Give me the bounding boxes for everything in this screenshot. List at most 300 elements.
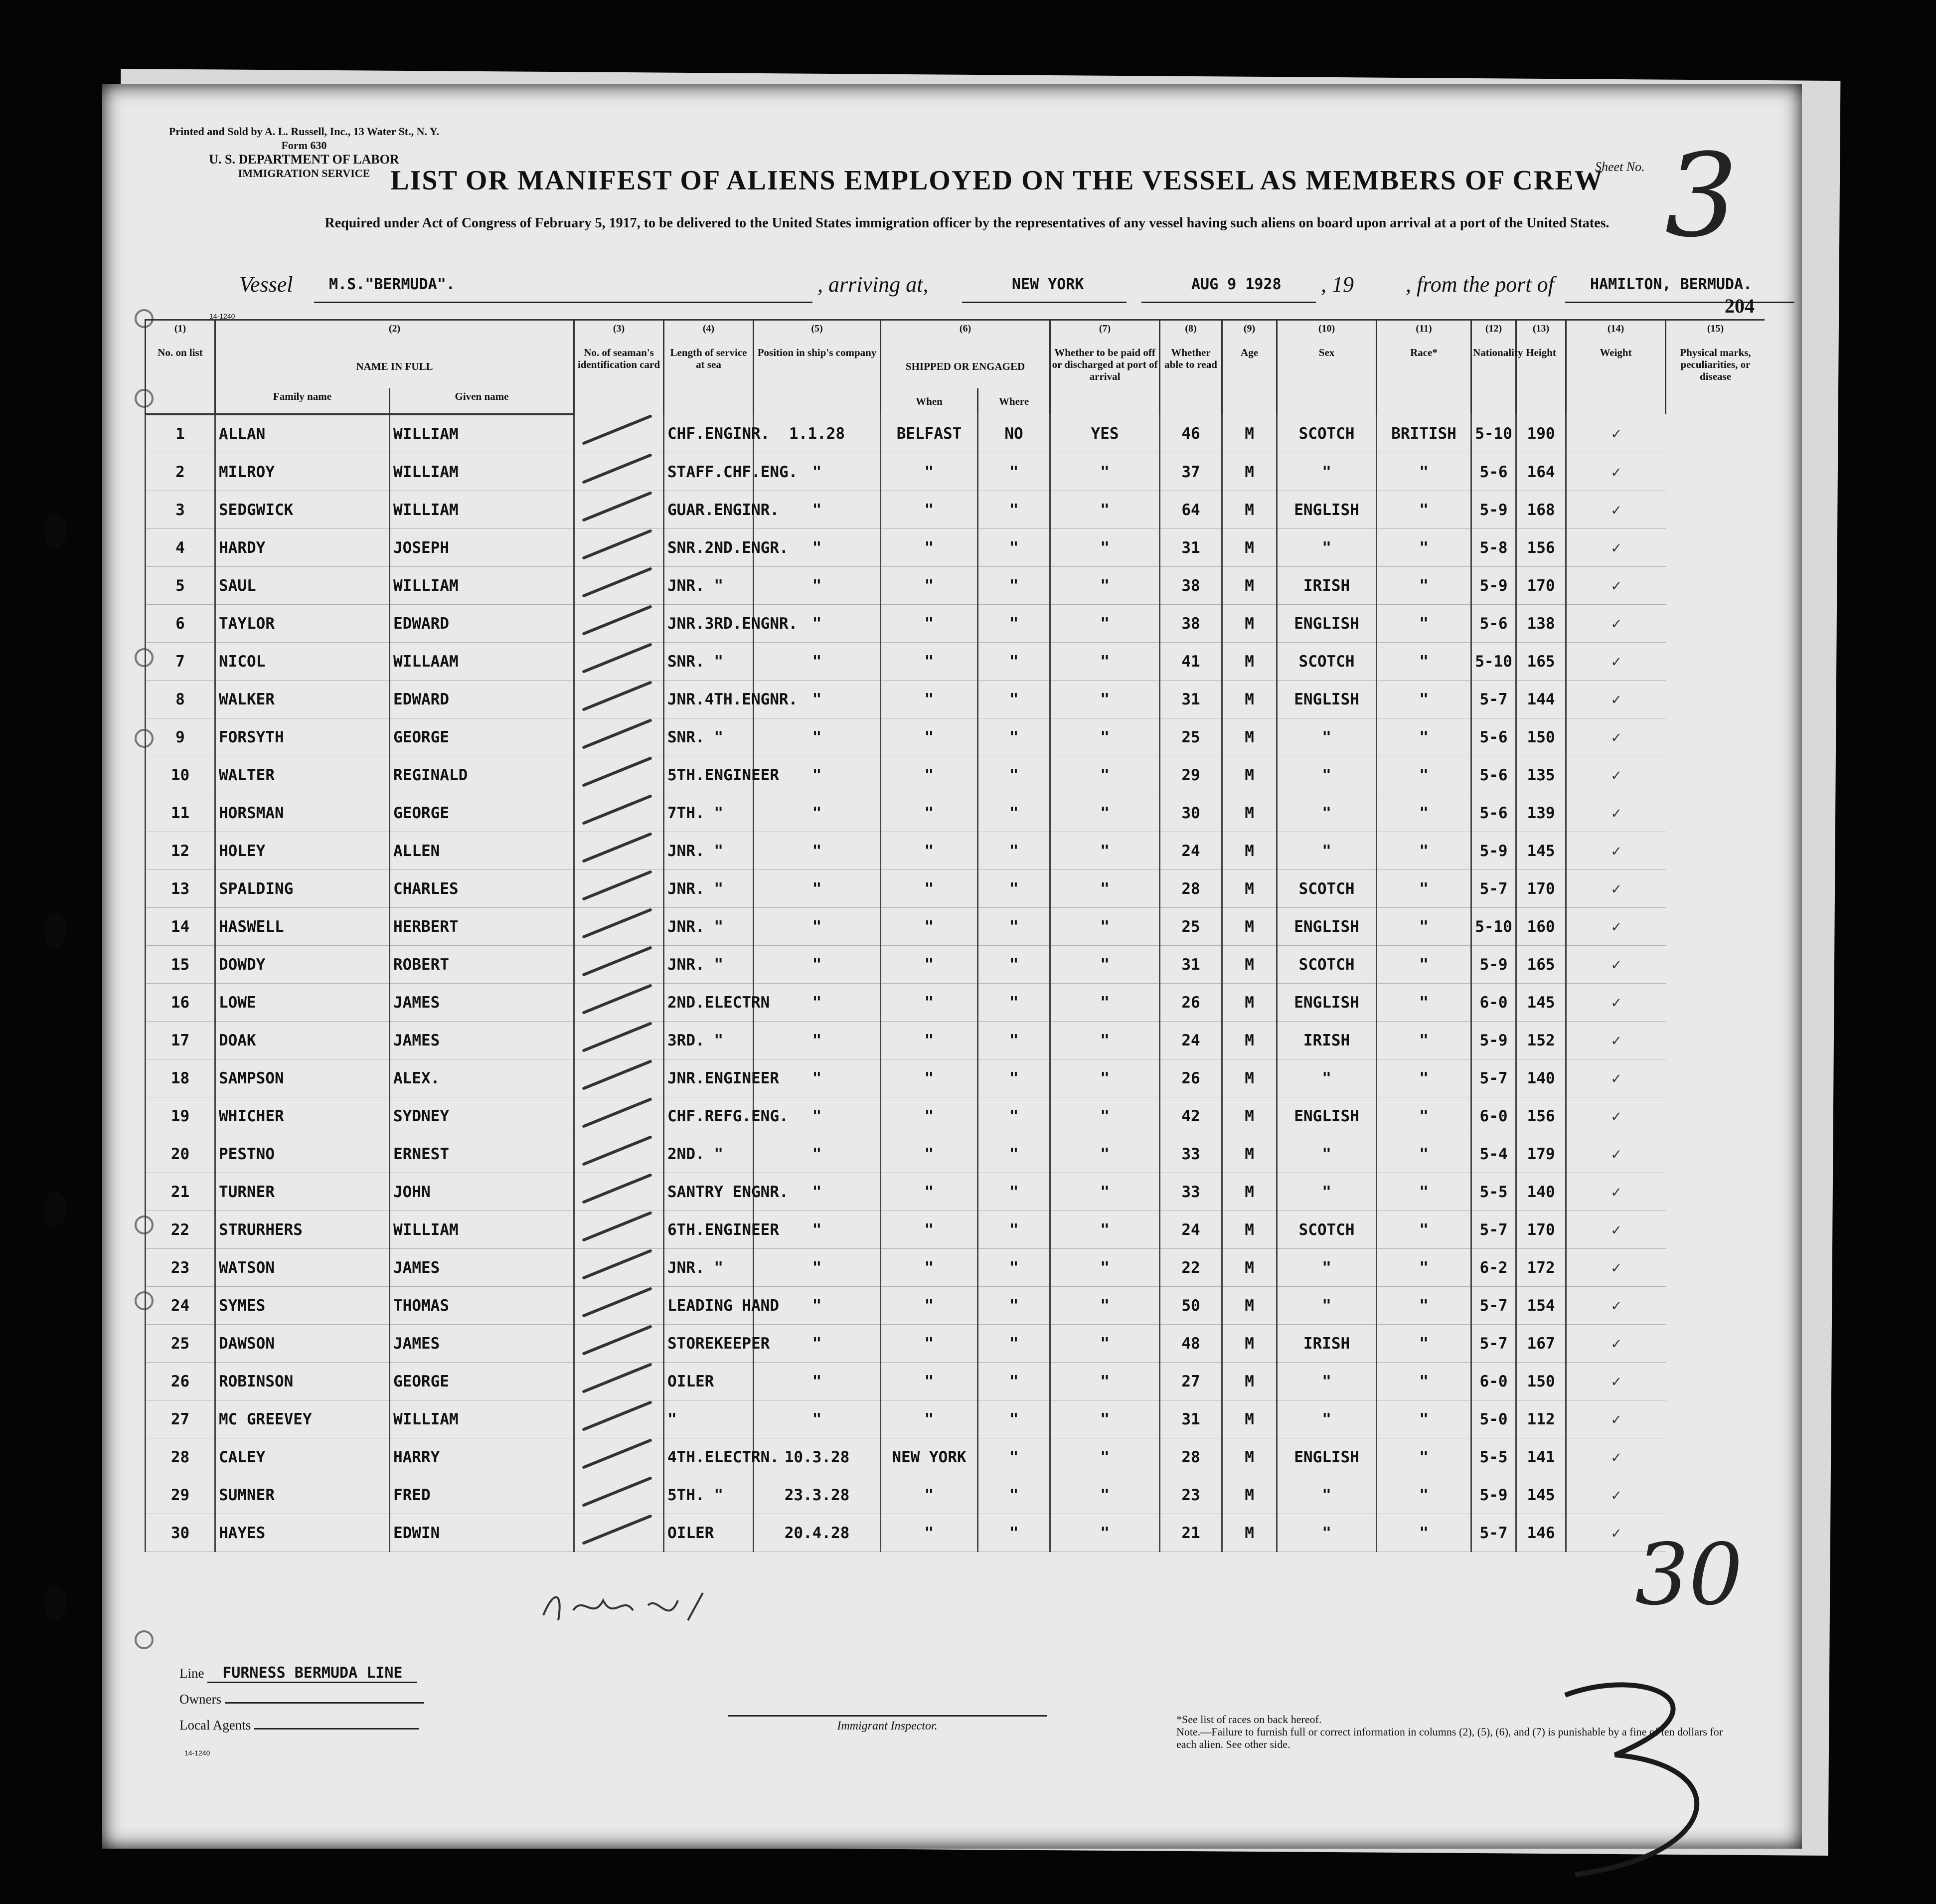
weight: 140 bbox=[1516, 1059, 1566, 1097]
shipped-when: " bbox=[754, 1135, 881, 1173]
given-name: ALLEN bbox=[390, 832, 574, 870]
weight: 135 bbox=[1516, 756, 1566, 794]
table-row bbox=[146, 832, 1765, 870]
check-stroke bbox=[582, 567, 652, 598]
position: JNR. " bbox=[664, 908, 754, 946]
position: GUAR.ENGINR. bbox=[664, 491, 754, 529]
shipped-where: " bbox=[881, 908, 978, 946]
age: 28 bbox=[1160, 870, 1222, 908]
sex: M bbox=[1222, 794, 1277, 832]
family-name: MILROY bbox=[215, 453, 390, 491]
page-subtitle: Required under Act of Congress of February 5, 1917, to be delivered to the United States immigration officer by the representatives of any vessel having such aliens on board upon arrival at a port of the United States. bbox=[324, 215, 1610, 231]
given-name: WILLIAM bbox=[390, 567, 574, 605]
shipped-when: " bbox=[754, 908, 881, 946]
family-name: WALKER bbox=[215, 681, 390, 718]
family-name: HARDY bbox=[215, 529, 390, 567]
check-stroke bbox=[582, 1211, 652, 1242]
age: 31 bbox=[1160, 1400, 1222, 1438]
weight: 145 bbox=[1516, 1476, 1566, 1514]
seaman-card bbox=[574, 832, 664, 870]
col-num-4: (4) bbox=[664, 320, 754, 345]
col-num-8: (8) bbox=[1160, 320, 1222, 345]
race: " bbox=[1277, 1400, 1377, 1438]
age: 24 bbox=[1160, 1211, 1222, 1249]
shipped-where: " bbox=[881, 718, 978, 756]
position: JNR.3RD.ENGNR. bbox=[664, 605, 754, 643]
crew-no: 10 bbox=[146, 756, 215, 794]
shipped-when: " bbox=[754, 794, 881, 832]
age: 29 bbox=[1160, 756, 1222, 794]
position: 3RD. " bbox=[664, 1022, 754, 1059]
weight: 152 bbox=[1516, 1022, 1566, 1059]
seaman-card bbox=[574, 1022, 664, 1059]
races-note: *See list of races on back hereof. bbox=[1176, 1713, 1322, 1726]
able-read: " bbox=[1050, 1022, 1160, 1059]
given-name: CHARLES bbox=[390, 870, 574, 908]
crew-no: 4 bbox=[146, 529, 215, 567]
position: CHF.ENGINR. bbox=[664, 414, 754, 453]
header-no-on-list: No. on list bbox=[146, 345, 215, 404]
paid-off: " bbox=[978, 1325, 1050, 1363]
form-number: Form 630 bbox=[281, 139, 327, 152]
check-stroke bbox=[582, 1249, 652, 1280]
given-name: WILLIAM bbox=[390, 1211, 574, 1249]
weight: 138 bbox=[1516, 605, 1566, 643]
weight: 170 bbox=[1516, 567, 1566, 605]
given-name: ALEX. bbox=[390, 1059, 574, 1097]
sheet-label: Sheet No. bbox=[1595, 160, 1645, 174]
seaman-card bbox=[574, 756, 664, 794]
race: ENGLISH bbox=[1277, 984, 1377, 1022]
given-name: GEORGE bbox=[390, 718, 574, 756]
given-name: THOMAS bbox=[390, 1287, 574, 1325]
crew-no: 23 bbox=[146, 1249, 215, 1287]
position: " bbox=[664, 1400, 754, 1438]
family-name: FORSYTH bbox=[215, 718, 390, 756]
table-row bbox=[146, 491, 1765, 529]
race: " bbox=[1277, 832, 1377, 870]
shipped-where: " bbox=[881, 756, 978, 794]
able-read: " bbox=[1050, 1400, 1160, 1438]
physical-marks: ✓ bbox=[1566, 1173, 1666, 1211]
age: 31 bbox=[1160, 529, 1222, 567]
binder-ring bbox=[135, 1630, 154, 1649]
position: 4TH.ELECTRN. bbox=[664, 1438, 754, 1476]
vessel-line bbox=[239, 272, 1794, 307]
weight: 168 bbox=[1516, 491, 1566, 529]
family-name: CALEY bbox=[215, 1438, 390, 1476]
shipped-when: " bbox=[754, 756, 881, 794]
shipped-where: " bbox=[881, 529, 978, 567]
check-stroke bbox=[582, 1022, 652, 1052]
seaman-card bbox=[574, 1135, 664, 1173]
crew-no: 21 bbox=[146, 1173, 215, 1211]
check-stroke bbox=[582, 1059, 652, 1090]
physical-marks: ✓ bbox=[1566, 832, 1666, 870]
weight: 165 bbox=[1516, 946, 1566, 984]
family-name: SPALDING bbox=[215, 870, 390, 908]
header-race: Race* bbox=[1377, 345, 1471, 414]
table-row bbox=[146, 718, 1765, 756]
family-name: WHICHER bbox=[215, 1097, 390, 1135]
race: IRISH bbox=[1277, 1325, 1377, 1363]
crew-no: 26 bbox=[146, 1363, 215, 1400]
shipped-where: " bbox=[881, 1249, 978, 1287]
race: SCOTCH bbox=[1277, 946, 1377, 984]
page-title: LIST OR MANIFEST OF ALIENS EMPLOYED ON THE VESSEL AS MEMBERS OF CREW bbox=[390, 165, 1604, 196]
able-read: " bbox=[1050, 794, 1160, 832]
check-stroke bbox=[582, 605, 652, 636]
header-age: Age bbox=[1222, 345, 1277, 414]
age: 30 bbox=[1160, 794, 1222, 832]
col-num-14: (14) bbox=[1566, 320, 1666, 345]
nationality: " bbox=[1377, 1325, 1471, 1363]
paid-off: " bbox=[978, 946, 1050, 984]
position: 7TH. " bbox=[664, 794, 754, 832]
handwritten-total: 30 bbox=[1635, 1526, 1743, 1624]
height: 6-0 bbox=[1471, 984, 1516, 1022]
check-stroke bbox=[582, 1400, 652, 1431]
physical-marks: ✓ bbox=[1566, 984, 1666, 1022]
table-row bbox=[146, 681, 1765, 718]
arriving-label: , arriving at, bbox=[817, 272, 929, 297]
check-stroke bbox=[582, 453, 652, 484]
paid-off: " bbox=[978, 1514, 1050, 1552]
given-name: JOSEPH bbox=[390, 529, 574, 567]
weight: 112 bbox=[1516, 1400, 1566, 1438]
shipped-when: " bbox=[754, 1211, 881, 1249]
able-read: " bbox=[1050, 1363, 1160, 1400]
sex: M bbox=[1222, 681, 1277, 718]
check-stroke bbox=[582, 946, 652, 977]
table-row bbox=[146, 1022, 1765, 1059]
able-read: " bbox=[1050, 756, 1160, 794]
shipped-where: " bbox=[881, 643, 978, 681]
given-name: SYDNEY bbox=[390, 1097, 574, 1135]
given-name: REGINALD bbox=[390, 756, 574, 794]
page-number: 204 bbox=[1725, 295, 1755, 317]
table-row bbox=[146, 1135, 1765, 1173]
handwritten-sheet-mark bbox=[1545, 1665, 1745, 1885]
height: 6-0 bbox=[1471, 1363, 1516, 1400]
physical-marks: ✓ bbox=[1566, 1211, 1666, 1249]
race: ENGLISH bbox=[1277, 605, 1377, 643]
family-name: SUMNER bbox=[215, 1476, 390, 1514]
able-read: " bbox=[1050, 908, 1160, 946]
family-name: TURNER bbox=[215, 1173, 390, 1211]
weight: 167 bbox=[1516, 1325, 1566, 1363]
service: IMMIGRATION SERVICE bbox=[238, 167, 370, 179]
crew-no: 29 bbox=[146, 1476, 215, 1514]
table-row bbox=[146, 946, 1765, 984]
weight: 140 bbox=[1516, 1173, 1566, 1211]
shipped-where: " bbox=[881, 1135, 978, 1173]
sex: M bbox=[1222, 1514, 1277, 1552]
col-num-15: (15) bbox=[1666, 320, 1765, 345]
shipped-where: " bbox=[881, 453, 978, 491]
weight: 145 bbox=[1516, 832, 1566, 870]
sex: M bbox=[1222, 870, 1277, 908]
paid-off: " bbox=[978, 832, 1050, 870]
sex: M bbox=[1222, 984, 1277, 1022]
able-read: " bbox=[1050, 984, 1160, 1022]
able-read: " bbox=[1050, 643, 1160, 681]
weight: 145 bbox=[1516, 984, 1566, 1022]
age: 24 bbox=[1160, 1022, 1222, 1059]
shipped-where: " bbox=[881, 681, 978, 718]
shipped-when: " bbox=[754, 1022, 881, 1059]
crew-no: 28 bbox=[146, 1438, 215, 1476]
col-num-2: (2) bbox=[215, 320, 574, 345]
sex: M bbox=[1222, 718, 1277, 756]
given-name: ERNEST bbox=[390, 1135, 574, 1173]
nationality: " bbox=[1377, 1211, 1471, 1249]
able-read: " bbox=[1050, 1476, 1160, 1514]
shipped-when: 1.1.28 bbox=[754, 414, 881, 453]
crew-no: 27 bbox=[146, 1400, 215, 1438]
shipped-where: " bbox=[881, 1059, 978, 1097]
position: SNR. " bbox=[664, 643, 754, 681]
check-stroke bbox=[582, 794, 652, 825]
header-marks: Physical marks, peculiarities, or disease bbox=[1666, 345, 1765, 414]
shipped-when: " bbox=[754, 718, 881, 756]
given-name: FRED bbox=[390, 1476, 574, 1514]
seaman-card bbox=[574, 946, 664, 984]
age: 42 bbox=[1160, 1097, 1222, 1135]
height: 5-9 bbox=[1471, 946, 1516, 984]
given-name: GEORGE bbox=[390, 1363, 574, 1400]
position: 5TH. " bbox=[664, 1476, 754, 1514]
punch-hole bbox=[44, 912, 67, 947]
family-name: WALTER bbox=[215, 756, 390, 794]
able-read: " bbox=[1050, 491, 1160, 529]
crew-no: 5 bbox=[146, 567, 215, 605]
shipped-where: " bbox=[881, 984, 978, 1022]
sex: M bbox=[1222, 1135, 1277, 1173]
nationality: " bbox=[1377, 1059, 1471, 1097]
seaman-card bbox=[574, 1059, 664, 1097]
seaman-card bbox=[574, 1476, 664, 1514]
physical-marks: ✓ bbox=[1566, 643, 1666, 681]
able-read: YES bbox=[1050, 414, 1160, 453]
sex: M bbox=[1222, 1211, 1277, 1249]
nationality: " bbox=[1377, 1135, 1471, 1173]
check-stroke bbox=[582, 756, 652, 787]
given-name: JAMES bbox=[390, 1325, 574, 1363]
given-name: WILLIAM bbox=[390, 453, 574, 491]
table-row bbox=[146, 1211, 1765, 1249]
table-row bbox=[146, 605, 1765, 643]
sex: M bbox=[1222, 1476, 1277, 1514]
race: SCOTCH bbox=[1277, 414, 1377, 453]
able-read: " bbox=[1050, 1059, 1160, 1097]
shipped-where: " bbox=[881, 870, 978, 908]
able-read: " bbox=[1050, 681, 1160, 718]
race: " bbox=[1277, 1249, 1377, 1287]
given-name: EDWARD bbox=[390, 681, 574, 718]
from-label: , from the port of bbox=[1406, 272, 1554, 297]
check-stroke bbox=[582, 1135, 652, 1166]
family-name: SAMPSON bbox=[215, 1059, 390, 1097]
physical-marks: ✓ bbox=[1566, 794, 1666, 832]
penalty-note: Note.—Failure to furnish full or correct information in columns (2), (5), (6), and (7) is punishable by a fine of ten dollars for each alien. See other side. bbox=[1176, 1726, 1723, 1750]
family-name: HASWELL bbox=[215, 908, 390, 946]
seaman-card bbox=[574, 1097, 664, 1135]
header-family-name: Family name bbox=[215, 388, 390, 404]
height: 5-7 bbox=[1471, 1059, 1516, 1097]
table-row bbox=[146, 1400, 1765, 1438]
shipped-when: " bbox=[754, 1363, 881, 1400]
seaman-card bbox=[574, 718, 664, 756]
position: 2ND.ELECTRN bbox=[664, 984, 754, 1022]
physical-marks: ✓ bbox=[1566, 1325, 1666, 1363]
crew-no: 11 bbox=[146, 794, 215, 832]
age: 31 bbox=[1160, 681, 1222, 718]
family-name: HORSMAN bbox=[215, 794, 390, 832]
height: 5-7 bbox=[1471, 870, 1516, 908]
race: " bbox=[1277, 1287, 1377, 1325]
check-stroke bbox=[582, 414, 652, 445]
paid-off: " bbox=[978, 1400, 1050, 1438]
physical-marks: ✓ bbox=[1566, 718, 1666, 756]
able-read: " bbox=[1050, 605, 1160, 643]
table-row bbox=[146, 908, 1765, 946]
physical-marks: ✓ bbox=[1566, 1135, 1666, 1173]
age: 24 bbox=[1160, 832, 1222, 870]
shipped-when: " bbox=[754, 453, 881, 491]
sex: M bbox=[1222, 908, 1277, 946]
crew-no: 8 bbox=[146, 681, 215, 718]
footer-form-code: 14-1240 bbox=[184, 1749, 210, 1757]
seaman-card bbox=[574, 1514, 664, 1552]
check-stroke bbox=[582, 1287, 652, 1318]
shipped-where: " bbox=[881, 1287, 978, 1325]
punch-hole bbox=[44, 1192, 67, 1226]
check-stroke bbox=[582, 1363, 652, 1393]
position: JNR. " bbox=[664, 832, 754, 870]
race: ENGLISH bbox=[1277, 491, 1377, 529]
race: " bbox=[1277, 794, 1377, 832]
nationality: " bbox=[1377, 1438, 1471, 1476]
paid-off: " bbox=[978, 1173, 1050, 1211]
position: 5TH.ENGINEER bbox=[664, 756, 754, 794]
paid-off: " bbox=[978, 567, 1050, 605]
age: 48 bbox=[1160, 1325, 1222, 1363]
family-name: STRURHERS bbox=[215, 1211, 390, 1249]
seaman-card bbox=[574, 1438, 664, 1476]
family-name: MC GREEVEY bbox=[215, 1400, 390, 1438]
header-nationality: Nationality bbox=[1471, 345, 1516, 414]
race: ENGLISH bbox=[1277, 1097, 1377, 1135]
sex: M bbox=[1222, 414, 1277, 453]
weight: 156 bbox=[1516, 529, 1566, 567]
shipped-where: " bbox=[881, 567, 978, 605]
race: " bbox=[1277, 1514, 1377, 1552]
shipped-where: " bbox=[881, 1211, 978, 1249]
given-name: WILLIAM bbox=[390, 414, 574, 453]
able-read: " bbox=[1050, 453, 1160, 491]
paid-off: " bbox=[978, 1022, 1050, 1059]
sex: M bbox=[1222, 1249, 1277, 1287]
check-stroke bbox=[582, 529, 652, 560]
age: 31 bbox=[1160, 946, 1222, 984]
able-read: " bbox=[1050, 1325, 1160, 1363]
height: 5-4 bbox=[1471, 1135, 1516, 1173]
nationality: " bbox=[1377, 1249, 1471, 1287]
weight: 144 bbox=[1516, 681, 1566, 718]
seaman-card bbox=[574, 1363, 664, 1400]
crew-no: 1 bbox=[146, 414, 215, 453]
shipped-when: 10.3.28 bbox=[754, 1438, 881, 1476]
header-able-read: Whether able to read bbox=[1160, 345, 1222, 414]
crew-no: 19 bbox=[146, 1097, 215, 1135]
seaman-card bbox=[574, 605, 664, 643]
position: SNR.2ND.ENGR. bbox=[664, 529, 754, 567]
check-stroke bbox=[582, 1438, 652, 1469]
nationality: " bbox=[1377, 1476, 1471, 1514]
position: OILER bbox=[664, 1514, 754, 1552]
family-name: NICOL bbox=[215, 643, 390, 681]
physical-marks: ✓ bbox=[1566, 414, 1666, 453]
family-name: PESTNO bbox=[215, 1135, 390, 1173]
col-num-6: (6) bbox=[881, 320, 1050, 345]
family-name: DAWSON bbox=[215, 1325, 390, 1363]
nationality: " bbox=[1377, 529, 1471, 567]
col-num-10: (10) bbox=[1277, 320, 1377, 345]
nationality: " bbox=[1377, 1173, 1471, 1211]
given-name: JAMES bbox=[390, 1249, 574, 1287]
family-name: WATSON bbox=[215, 1249, 390, 1287]
shipped-when: " bbox=[754, 1249, 881, 1287]
table-row bbox=[146, 1476, 1765, 1514]
family-name: DOWDY bbox=[215, 946, 390, 984]
table-row bbox=[146, 643, 1765, 681]
physical-marks: ✓ bbox=[1566, 946, 1666, 984]
height: 5-5 bbox=[1471, 1173, 1516, 1211]
shipped-when: 23.3.28 bbox=[754, 1476, 881, 1514]
vessel-name: M.S."BERMUDA". bbox=[329, 276, 455, 293]
crew-no: 22 bbox=[146, 1211, 215, 1249]
seaman-card bbox=[574, 1211, 664, 1249]
seaman-card bbox=[574, 453, 664, 491]
table-row bbox=[146, 1287, 1765, 1325]
height: 5-8 bbox=[1471, 529, 1516, 567]
physical-marks: ✓ bbox=[1566, 1400, 1666, 1438]
weight: 156 bbox=[1516, 1097, 1566, 1135]
paid-off: " bbox=[978, 605, 1050, 643]
position: JNR. " bbox=[664, 870, 754, 908]
given-name: GEORGE bbox=[390, 794, 574, 832]
shipped-when: " bbox=[754, 1173, 881, 1211]
seaman-card bbox=[574, 1287, 664, 1325]
physical-marks: ✓ bbox=[1566, 1287, 1666, 1325]
nationality: " bbox=[1377, 1363, 1471, 1400]
physical-marks: ✓ bbox=[1566, 1438, 1666, 1476]
sex: M bbox=[1222, 1022, 1277, 1059]
sex: M bbox=[1222, 453, 1277, 491]
owners-label: Owners bbox=[179, 1692, 221, 1707]
height: 5-10 bbox=[1471, 643, 1516, 681]
shipped-where: " bbox=[881, 1022, 978, 1059]
table-row bbox=[146, 1363, 1765, 1400]
age: 25 bbox=[1160, 718, 1222, 756]
check-stroke bbox=[582, 1173, 652, 1204]
height: 5-9 bbox=[1471, 1476, 1516, 1514]
col-num-5: (5) bbox=[754, 320, 881, 345]
header-weight: Weight bbox=[1566, 345, 1666, 414]
check-stroke bbox=[582, 718, 652, 749]
from-port: HAMILTON, BERMUDA. bbox=[1590, 276, 1753, 293]
